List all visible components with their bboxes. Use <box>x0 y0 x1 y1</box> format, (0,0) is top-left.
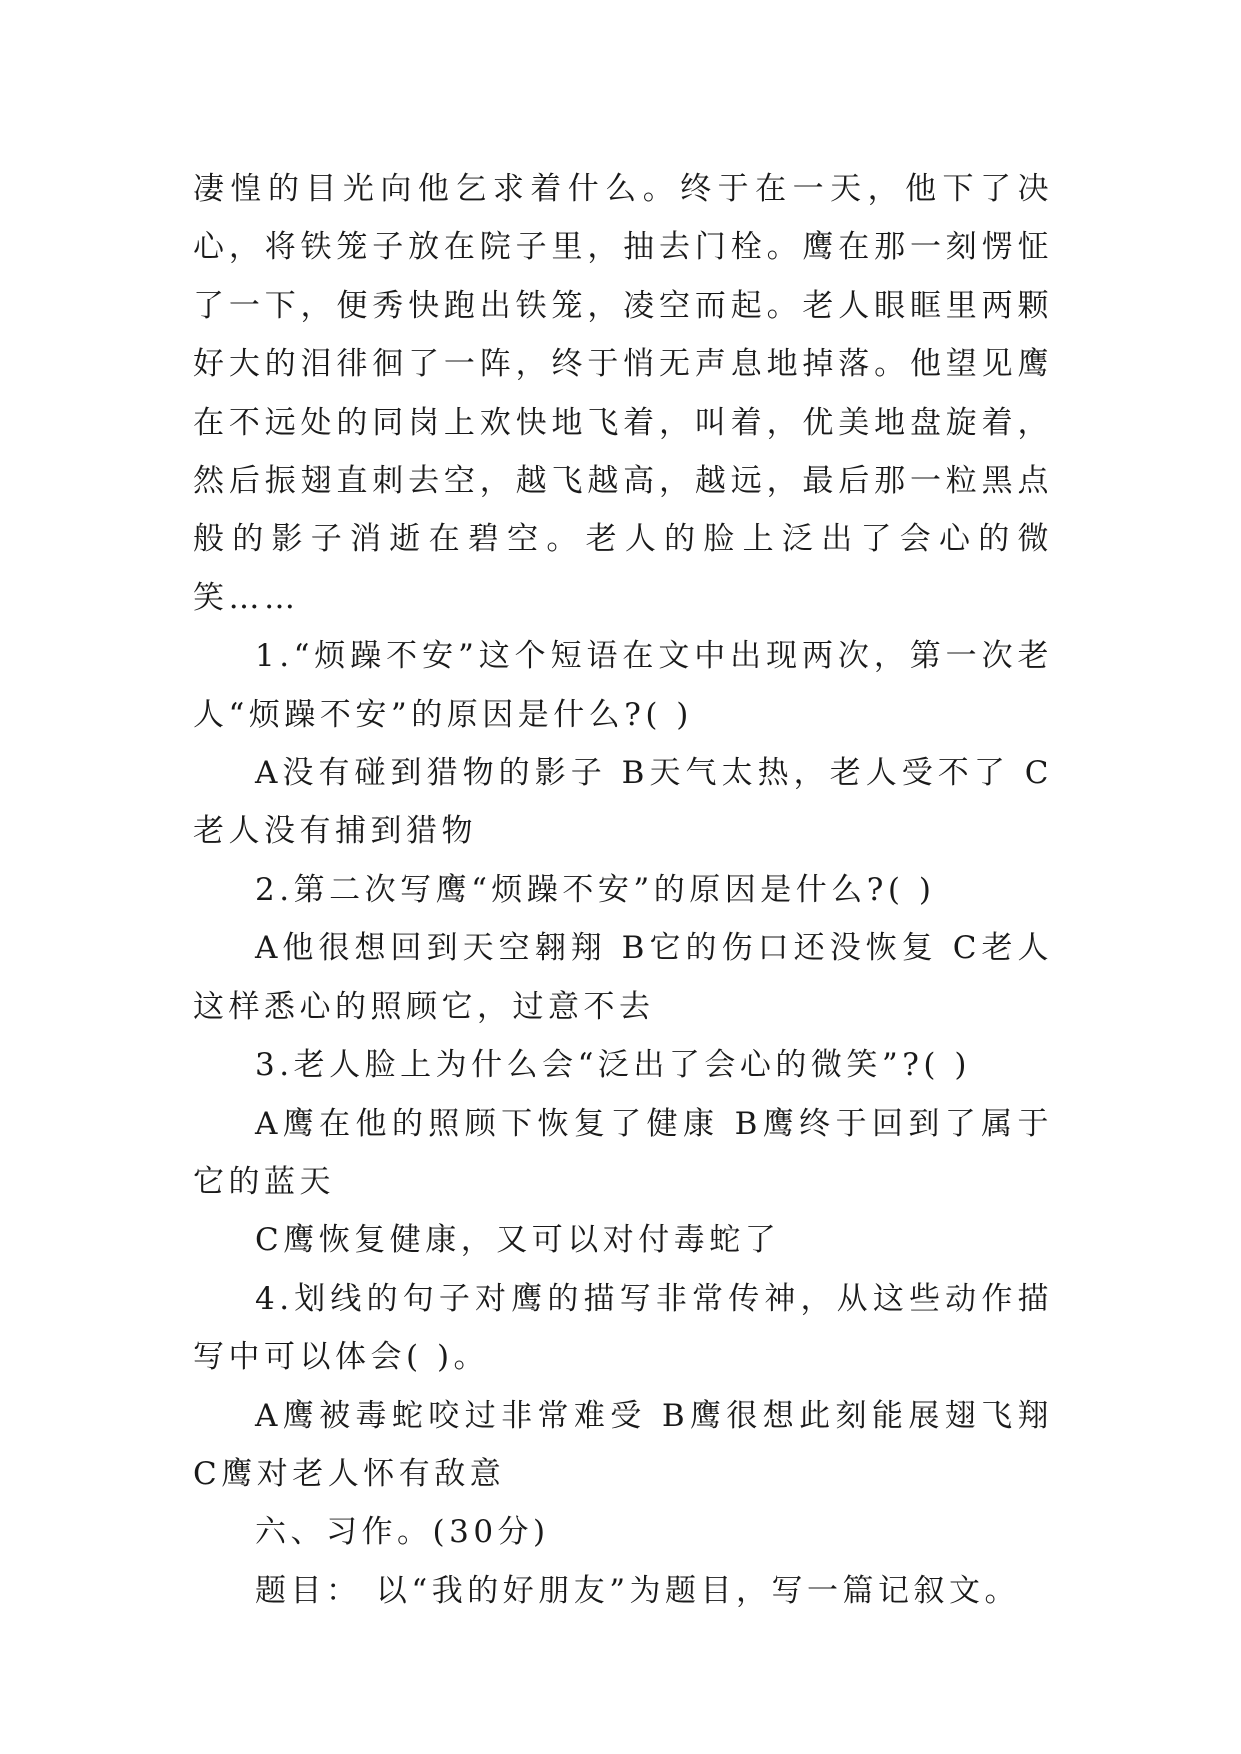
question-1-options: A没有碰到猎物的影子 B天气太热，老人受不了 C 老人没有捕到猎物 <box>193 755 1053 850</box>
story-paragraph: 凄惶的目光向他乞求着什么。终于在一天，他下了决心，将铁笼子放在院子里，抽去门栓。鹰在那一刻愣怔了一下，便秀快跑出铁笼，凌空而起。老人眼眶里两颗好大的泪徘徊了一阵，终于悄无声息地掉落。他望见鹰在不远处的同岗上欢快地飞着，叫着，优美地盘旋着，然后振翅直刺去空，越飞越高，越远，最后那一粒黑点般的影子消逝在碧空。老人的脸上泛出了会心的微笑…… <box>193 171 1053 616</box>
question-3-options-ab: A鹰在他的照顾下恢复了健康 B鹰终于回到了属于它的蓝天 <box>193 1105 1053 1200</box>
question-2-options: A他很想回到天空翱翔 B它的伤口还没恢复 C老人这样悉心的照顾它，过意不去 <box>193 930 1053 1025</box>
section-heading-writing: 六、习作。(30分) <box>255 1514 550 1551</box>
question-3: 3.老人脸上为什么会“泛出了会心的微笑”?( ) <box>255 1047 971 1084</box>
question-1: 1.“烦躁不安”这个短语在文中出现两次，第一次老人“烦躁不安”的原因是什么?( ) <box>193 638 1053 733</box>
writing-prompt: 题目： 以“我的好朋友”为题目，写一篇记叙文。 <box>255 1572 1021 1609</box>
question-4-options: A鹰被毒蛇咬过非常难受 B鹰很想此刻能展翅飞翔 C鹰对老人怀有敌意 <box>193 1397 1053 1492</box>
question-2: 2.第二次写鹰“烦躁不安”的原因是什么?( ) <box>255 871 936 908</box>
question-4: 4.划线的句子对鹰的描写非常传神，从这些动作描写中可以体会( )。 <box>193 1280 1053 1376</box>
document-body <box>193 160 1053 1620</box>
question-3-option-c: C鹰恢复健康，又可以对付毒蛇了 <box>255 1222 781 1259</box>
